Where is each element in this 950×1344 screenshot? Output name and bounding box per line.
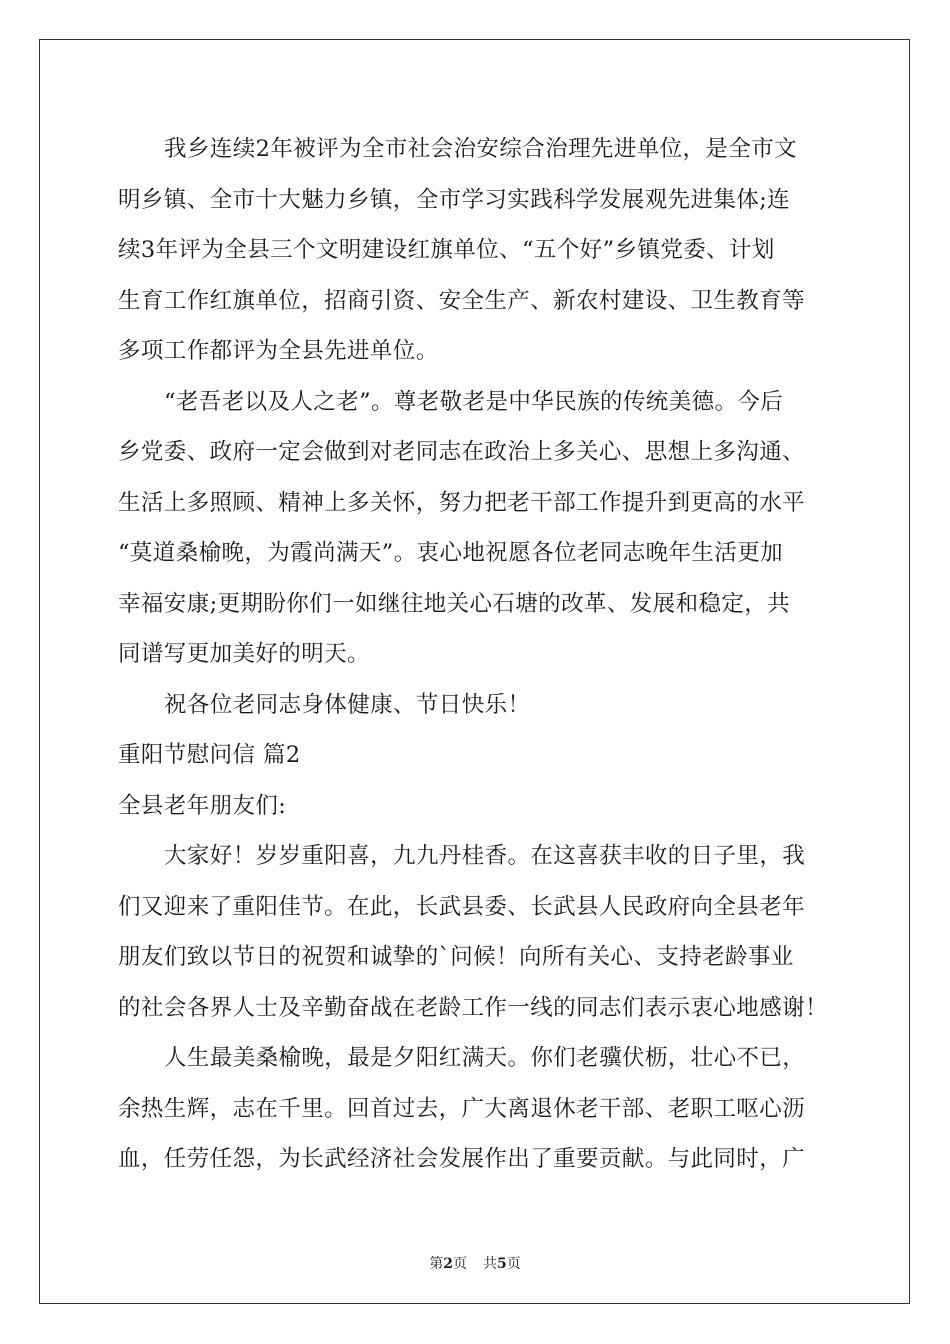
paragraph-line: 大家好！岁岁重阳喜，九九丹桂香。在这喜获丰收的日子里，我 (164, 843, 806, 869)
paragraph-line: 我乡连续2年被评为全市社会治安综合治理先进单位，是全市文 (164, 136, 798, 162)
paragraph-line: 生活上多照顾、精神上多关怀，努力把老干部工作提升到更高的水平 (118, 489, 806, 516)
paragraph-line: 续3年评为全县三个文明建设红旗单位、“五个好”乡镇党委、计划 (118, 237, 775, 263)
page-total: 5 (497, 1256, 507, 1272)
paragraph-line: 的社会各界人士及辛勤奋战在老龄工作一线的同志们表示衷心地感谢！ (118, 994, 828, 1021)
paragraph-line: “莫道桑榆晚，为霞尚满天”。衷心地祝愿各位老同志晚年生活更加 (118, 540, 784, 566)
page-footer (0, 1254, 950, 1274)
section-heading: 重阳节慰问信 篇2 (118, 742, 301, 768)
paragraph-line: 明乡镇、全市十大魅力乡镇，全市学习实践科学发展观先进集体;连 (118, 186, 791, 213)
paragraph-line: 乡党委、政府一定会做到对老同志在政治上多关心、思想上多沟通、 (118, 439, 806, 465)
paragraph-line: 朋友们致以节日的祝贺和诚挚的`问候！向所有关心、支持老龄事业 (118, 944, 794, 970)
paragraph-line: “老吾老以及人之老”。尊老敬老是中华民族的传统美德。今后 (164, 388, 784, 415)
paragraph-line: 同谱写更加美好的明天。 (118, 641, 370, 667)
total-suffix: 页 (506, 1256, 521, 1272)
paragraph-line: 余热生辉，志在千里。回首过去，广大离退休老干部、老职工呕心沥 (118, 1095, 806, 1122)
total-prefix: 共 (483, 1256, 497, 1272)
paragraph-line: 祝各位老同志身体健康、节日快乐！ (164, 691, 531, 718)
paragraph-line: 多项工作都评为全县先进单位。 (118, 338, 439, 364)
paragraph-line: 生育工作红旗单位，招商引资、安全生产、新农村建设、卫生教育等 (118, 287, 806, 314)
document-body (118, 124, 838, 1185)
page-current: 2 (443, 1256, 453, 1272)
paragraph-line: 血，任劳任怨，为长武经济社会发展作出了重要贡献。与此同时，广 (118, 1146, 806, 1172)
paragraph-line: 们又迎来了重阳佳节。在此，长武县委、长武县人民政府向全县老年 (118, 893, 806, 920)
page-prefix: 第 (429, 1256, 444, 1272)
paragraph-line: 幸福安康;更期盼你们一如继往地关心石塘的改革、发展和稳定，共 (118, 590, 791, 617)
paragraph-line: 人生最美桑榆晚，最是夕阳红满天。你们老骥伏枥，壮心不已， (164, 1045, 806, 1071)
salutation: 全县老年朋友们: (118, 792, 287, 819)
page-suffix: 页 (453, 1256, 467, 1272)
